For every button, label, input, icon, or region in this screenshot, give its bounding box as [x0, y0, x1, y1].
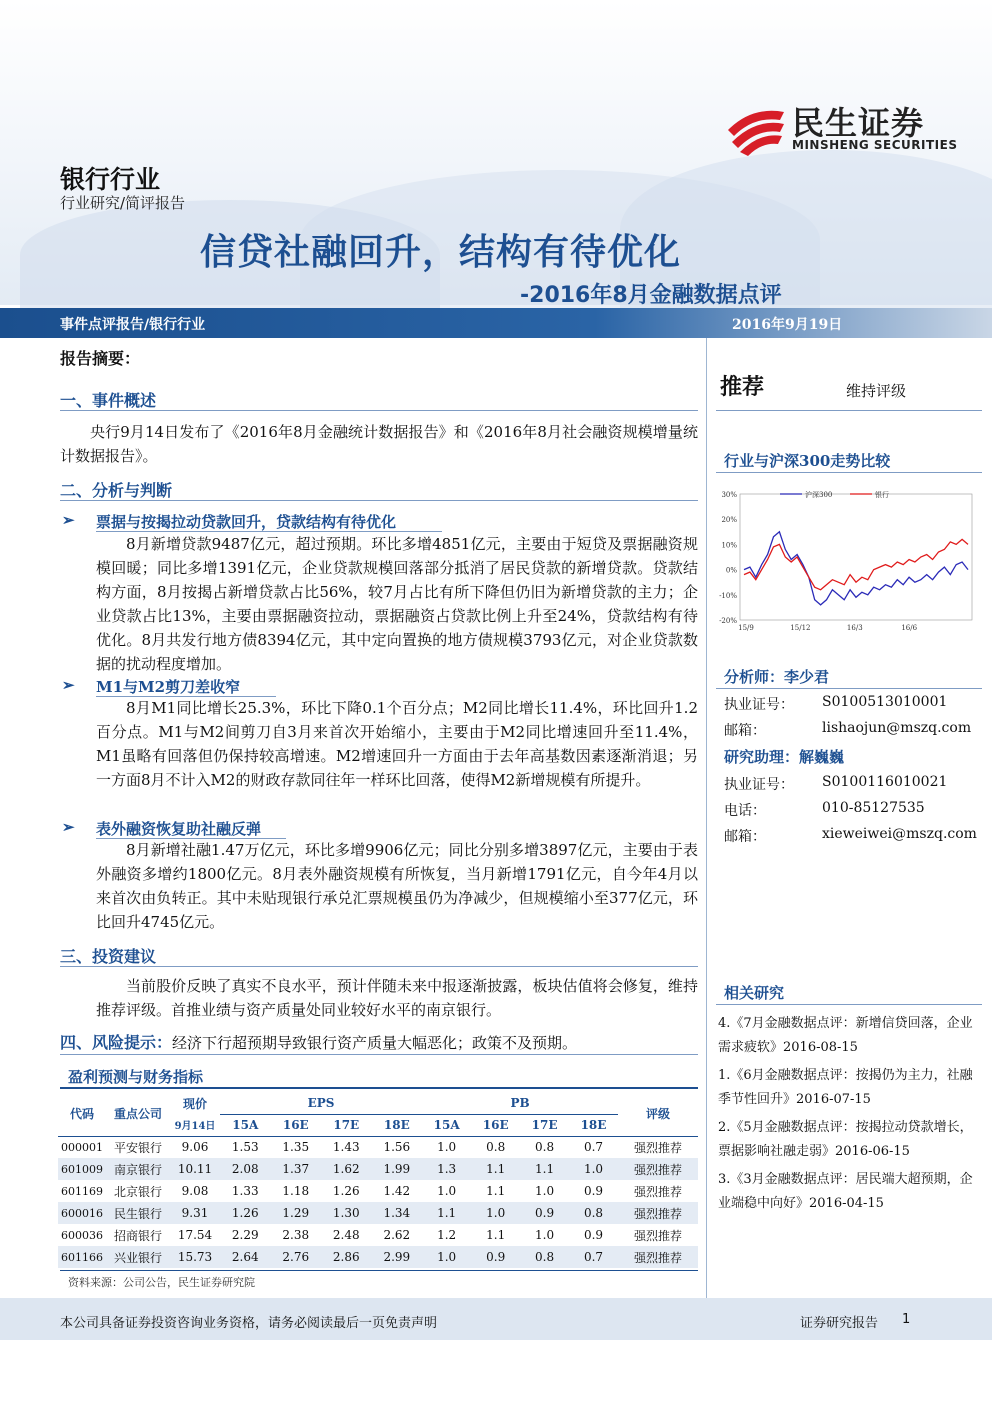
chart-y-tick: 0% [725, 566, 737, 575]
section-event-title: 一、事件概述 [60, 391, 157, 410]
table-cell: 1.26 [220, 1202, 271, 1224]
table-cell: 1.43 [332, 1140, 360, 1155]
table-cell: 1.1 [486, 1184, 506, 1198]
col-year: 15A [232, 1118, 259, 1132]
footer-disclaimer: 本公司具备证券投资咨询业务资格，请务必阅读最后一页免责声明 [60, 1316, 438, 1331]
col-year: 16E [282, 1118, 309, 1132]
related-item[interactable]: 3.《3月金融数据点评：居民端大超预期，企业端稳中向好》2016-04-15 [718, 1172, 973, 1211]
table-cell: 1.37 [271, 1158, 322, 1180]
bullet-loans-text: 8月新增贷款9487亿元，超过预期。环比多增4851亿元，主要由于短贷及票据融资规模回暖；同比多增1391亿元，企业贷款规模回落部分抵消了居民贷款的新增贷款。贷款结构方面，8月按揭占新增贷款占比56%，较7月占比有所下降但仍旧为新增贷款的主力；企业贷款占比13%，主要由票据融资拉动，票据融资占贷款比例上升至24%，贷款结构有待优化。8月共发行地方债8394亿元，其中定向置换的地方债规模3793亿元，对企业贷款数据的扰动程度增加。 [96, 535, 698, 673]
table-cell: 1.30 [321, 1202, 372, 1224]
table-row [58, 1136, 698, 1158]
rating-note: 维持评级 [846, 382, 907, 400]
table-cell: 强烈推荐 [618, 1202, 698, 1224]
chart-y-tick: 30% [721, 491, 737, 499]
table-cell: 1.99 [372, 1158, 423, 1180]
table-cell: 0.8 [486, 1140, 506, 1155]
related-title: 相关研究 [724, 984, 785, 1002]
table-cell: 0.8 [569, 1202, 618, 1224]
table-cell: 2.86 [321, 1246, 372, 1268]
table-cell: 2.64 [220, 1246, 271, 1268]
brand-name-en: MINSHENG SECURITIES [792, 138, 958, 152]
assistant-email-label: 邮箱： [724, 829, 766, 845]
chart-y-tick: 20% [721, 516, 737, 525]
table-cell: 0.7 [569, 1246, 618, 1268]
table-cell: 北京银行 [113, 1184, 162, 1199]
summary-label: 报告摘要： [60, 349, 141, 368]
chart-series-line-0 [744, 532, 968, 605]
table-cell: 1.0 [437, 1140, 457, 1155]
banner-date: 2016年9月19日 [732, 317, 843, 333]
table-cell: 强烈推荐 [618, 1158, 698, 1180]
section-investment-title: 三、投资建议 [60, 947, 157, 966]
col-year: 17E [531, 1118, 558, 1132]
table-cell: 强烈推荐 [618, 1246, 698, 1268]
table-cell: 1.62 [321, 1158, 372, 1180]
chart-y-tick: 10% [721, 541, 737, 550]
chart-y-tick: -10% [719, 591, 737, 600]
col-year: 18E [580, 1118, 607, 1132]
table-cell: 1.0 [535, 1228, 555, 1242]
table-source: 资料来源：公司公告，民生证券研究院 [68, 1276, 255, 1289]
table-top-rule [60, 1087, 698, 1089]
table-cell: 9.31 [170, 1202, 220, 1224]
chart-title: 行业与沪深300走势比较 [724, 452, 891, 470]
bullet-social-financing-text: 8月新增社融1.47万亿元，环比多增9906亿元；同比分别多增3897亿元，主要由于表外融资多增约1800亿元。8月表外融资规模有所恢复，当月新增1791亿元，自今年4月以来首次由负转正。其中未贴现银行承兑汇票规模虽仍为净减少，但规模缩小至377亿元，环比回升4745亿元。 [96, 841, 698, 931]
table-cell: 1.0 [569, 1158, 618, 1180]
chart-legend-label: 银行 [875, 491, 889, 499]
chart-y-tick: -20% [719, 617, 737, 625]
related-item[interactable]: 4.《7月金融数据点评：新增信贷回落，企业需求疲软》2016-08-15 [718, 1016, 973, 1055]
table-cell: 2.99 [372, 1246, 423, 1268]
table-cell: 1.0 [437, 1184, 457, 1198]
chart-x-tick: 16/3 [846, 624, 863, 632]
table-cell: 招商银行 [113, 1228, 162, 1243]
table-row [58, 1224, 698, 1246]
table-cell: 1.29 [271, 1202, 322, 1224]
rating-value: 推荐 [720, 375, 765, 400]
table-row [58, 1180, 698, 1202]
section-underline [60, 410, 698, 411]
col-eps: EPS [220, 1092, 422, 1114]
analyst-email[interactable]: lishaojun@mszq.com [822, 720, 972, 736]
forecast-table [58, 1092, 698, 1268]
table-cell: 9.08 [181, 1184, 209, 1198]
table-cell: 强烈推荐 [633, 1228, 682, 1243]
table-cell: 600036 [61, 1228, 103, 1242]
report-type: 行业研究/简评报告 [60, 194, 186, 212]
analyst-rule [716, 688, 982, 689]
bullet-arrow-icon: ➢ [62, 818, 75, 836]
table-cell: 2.62 [383, 1228, 411, 1242]
section-investment-text: 当前股价反映了真实不良水平，预计伴随未来中报逐渐披露，板块估值将会修复，维持推荐评级。首推业绩与资产质量处同业较好水平的南京银行。 [96, 977, 698, 1019]
col-pb: PB [422, 1092, 618, 1114]
table-title: 盈利预测与财务指标 [68, 1068, 204, 1086]
risk-line [60, 1030, 700, 1053]
col-year: 18E [383, 1118, 410, 1132]
assistant-phone: 010-85127535 [822, 800, 925, 816]
table-cell: 2.76 [271, 1246, 322, 1268]
table-cell: 2.38 [282, 1228, 310, 1242]
report-title: 信贷社融回升，结构有待优化 [200, 232, 682, 273]
bullet-arrow-icon: ➢ [62, 511, 75, 529]
col-year: 16E [482, 1118, 509, 1132]
section-risk-text: 经济下行超预期导致银行资产质量大幅恶化；政策不及预期。 [172, 1034, 578, 1052]
chart-x-tick: 15/12 [790, 624, 811, 632]
related-item[interactable]: 2.《5月金融数据点评：按揭拉动贷款增长，票据影响社融走弱》2016-06-15 [718, 1120, 973, 1159]
table-cell: 600016 [58, 1202, 106, 1224]
assistant-cert: S0100116010021 [822, 774, 948, 790]
table-cell: 强烈推荐 [633, 1184, 682, 1199]
footer-report-type: 证券研究报告 [800, 1316, 879, 1331]
bullet-m1m2-text: 8月M1同比增长25.3%，环比下降0.1个百分点；M2同比增长11.4%，环比回升1.2百分点。M1与M2间剪刀自3月来首次开始缩小，主要由于M2同比增速回升至11.4%，M1虽略有回落但仍保持较高增速。M2增速回升一方面由于去年高基数因素逐渐消退；另一方面8月不计入M2的财政存款同往年一样环比回落，使得M2新增规模有所提升。 [96, 699, 698, 789]
analyst-email-label: 邮箱： [724, 723, 766, 739]
table-cell: 9.06 [181, 1140, 209, 1155]
table-cell: 0.9 [520, 1202, 569, 1224]
chart-series-line-1 [744, 539, 968, 589]
footer-page-number: 1 [902, 1312, 911, 1327]
col-price-date: 9月14日 [174, 1121, 216, 1133]
table-cell: 1.2 [437, 1228, 457, 1242]
col-price: 现价 [182, 1096, 207, 1111]
table-cell: 1.18 [282, 1184, 310, 1198]
table-cell: 1.1 [422, 1202, 471, 1224]
table-cell: 1.3 [422, 1158, 471, 1180]
table-cell: 1.42 [383, 1184, 411, 1198]
col-year: 15A [433, 1118, 460, 1132]
table-cell: 1.1 [486, 1228, 506, 1242]
table-row [58, 1246, 698, 1268]
section-analysis-title: 二、分析与判断 [60, 481, 173, 500]
table-cell: 000001 [61, 1140, 103, 1154]
table-cell: 0.8 [520, 1246, 569, 1268]
chart-x-tick: 16/6 [901, 624, 918, 632]
table-cell: 10.11 [170, 1158, 220, 1180]
report-subtitle: -2016年8月金融数据点评 [520, 283, 782, 308]
table-cell: 1.26 [332, 1184, 360, 1198]
assistant-label: 研究助理：解巍巍 [724, 748, 845, 766]
chart-plot-area [740, 494, 972, 620]
chart-title-rule [716, 472, 982, 473]
table-cell: 平安银行 [113, 1140, 162, 1155]
col-company: 重点公司 [113, 1107, 162, 1122]
section-underline [60, 1054, 698, 1055]
table-cell: 1.1 [520, 1158, 569, 1180]
table-cell: 2.48 [332, 1228, 360, 1242]
col-year: 17E [333, 1118, 360, 1132]
banner-category: 事件点评报告/银行行业 [60, 317, 206, 333]
assistant-phone-label: 电话： [724, 803, 766, 819]
table-cell: 兴业银行 [106, 1246, 170, 1268]
table-cell: 17.54 [177, 1228, 213, 1242]
table-cell: 601166 [58, 1246, 106, 1268]
related-item[interactable]: 1.《6月金融数据点评：按揭仍为主力，社融季节性回升》2016-07-15 [718, 1068, 973, 1107]
section-risk-title: 四、风险提示： [60, 1033, 173, 1052]
table-cell: 强烈推荐 [633, 1140, 682, 1155]
table-cell: 1.34 [372, 1202, 423, 1224]
bullet-m1m2-title: M1与M2剪刀差收窄 [96, 678, 241, 696]
related-list [718, 1012, 980, 1220]
table-cell: 南京银行 [106, 1158, 170, 1180]
table-cell: 2.08 [220, 1158, 271, 1180]
table-cell: 1.0 [422, 1246, 471, 1268]
bullet-loans-title: 票据与按揭拉动贷款回升，贷款结构有待优化 [96, 513, 397, 531]
related-rule [716, 1004, 982, 1005]
table-row [58, 1202, 698, 1224]
analyst-cert: S0100513010001 [822, 694, 948, 710]
industry-label: 银行行业 [60, 165, 161, 194]
table-bottom-rule [60, 1270, 698, 1271]
table-cell: 1.1 [471, 1158, 520, 1180]
table-cell: 0.9 [583, 1228, 604, 1242]
table-cell: 民生银行 [106, 1202, 170, 1224]
table-cell: 1.53 [231, 1140, 259, 1155]
table-cell: 601009 [58, 1158, 106, 1180]
table-cell: 15.73 [170, 1246, 220, 1268]
bullet-arrow-icon: ➢ [62, 676, 75, 694]
section-underline [60, 966, 698, 967]
table-cell: 1.56 [383, 1140, 411, 1155]
table-cell: 2.29 [231, 1228, 259, 1242]
trend-chart [712, 480, 982, 640]
table-cell: 0.8 [535, 1140, 555, 1155]
table-row [58, 1158, 698, 1180]
col-code: 代码 [69, 1107, 94, 1122]
assistant-cert-label: 执业证号： [724, 777, 794, 793]
table-cell: 1.35 [282, 1140, 310, 1155]
section-event-text: 央行9月14日发布了《2016年8月金融统计数据报告》和《2016年8月社会融资规模增量统计数据报告》。 [60, 423, 698, 465]
chart-legend-label: 沪深300 [805, 491, 833, 499]
table-cell: 1.0 [535, 1184, 555, 1198]
table-cell: 0.7 [583, 1140, 604, 1155]
section-underline [60, 500, 698, 501]
col-rating: 评级 [645, 1107, 670, 1122]
rating-rule [716, 410, 982, 411]
analyst-cert-label: 执业证号： [724, 697, 794, 713]
brand-name-cn: 民生证券 [792, 104, 925, 142]
assistant-email[interactable]: xieweiwei@mszq.com [822, 826, 977, 842]
table-cell: 1.0 [471, 1202, 520, 1224]
table-cell: 601169 [61, 1184, 103, 1198]
minsheng-logo-icon [722, 96, 788, 158]
chart-x-tick: 15/9 [738, 624, 754, 632]
bullet-social-financing-title: 表外融资恢复助社融反弹 [96, 820, 262, 838]
analyst-label: 分析师：李少君 [724, 668, 830, 686]
table-cell: 1.33 [231, 1184, 259, 1198]
table-cell: 0.9 [583, 1184, 604, 1198]
column-divider [706, 338, 707, 1298]
table-cell: 0.9 [471, 1246, 520, 1268]
